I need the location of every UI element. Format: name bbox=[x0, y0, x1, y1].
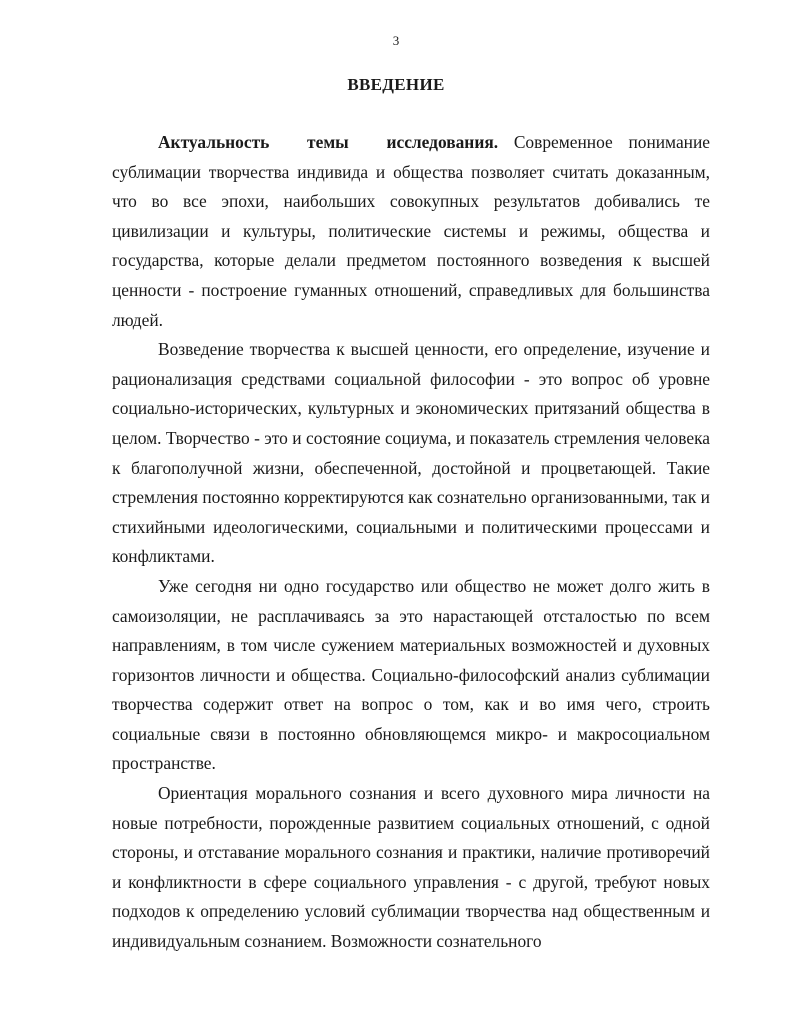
page-number: 3 bbox=[392, 33, 400, 48]
section-lead-heading: Актуальность темы исследования. bbox=[158, 132, 499, 152]
document-body bbox=[112, 128, 710, 957]
paragraph-creativity-value: Возведение творчества к высшей ценности, его определение, изучение и рационализация средствами социальной философии - это вопрос об уровне социально-исторических, культурных и экономических притязаний общества в целом. Творчество - это и состояние социума, и показатель стремления человека к благополучной жизни, обеспеченной, достойной и процветающей. Такие стремления постоянно корректируются как сознательно организованными, так и стихийными идеологическими, социальными и политическими процессами и конфликтами. bbox=[112, 339, 710, 567]
page-title: ВВЕДЕНИЕ bbox=[347, 75, 445, 94]
paragraph-text: Современное понимание сублимации творчества индивида и общества позволяет считать доказанным, что во все эпохи, наибольших совокупных результатов добивались те цивилизации и культуры, политические системы и режимы, общества и государства, которые делали предметом постоянного возведения к высшей ценности - построение гуманных отношений, справедливых для большинства людей. bbox=[112, 132, 710, 330]
paragraph-moral-consciousness: Ориентация морального сознания и всего духовного мира личности на новые потребности, порожденные развитием социальных отношений, с одной стороны, и отставание морального сознания и практики, наличие противоречий и конфликтности в сфере социального управления - с другой, требуют новых подходов к определению условий сублимации творчества над общественным и индивидуальным сознанием. Возможности сознательного bbox=[112, 783, 710, 952]
paragraph-relevance bbox=[112, 128, 710, 335]
paragraph-self-isolation: Уже сегодня ни одно государство или общество не может долго жить в самоизоляции, не расплачиваясь за это нарастающей отсталостью по всем направлениям, в том числе сужением материальных возможностей и духовных горизонтов личности и общества. Социально-философский анализ сублимации творчества содержит ответ на вопрос о том, как и во имя чего, строить социальные связи в постоянно обновляющемся микро- и макросоциальном пространстве. bbox=[112, 575, 710, 774]
